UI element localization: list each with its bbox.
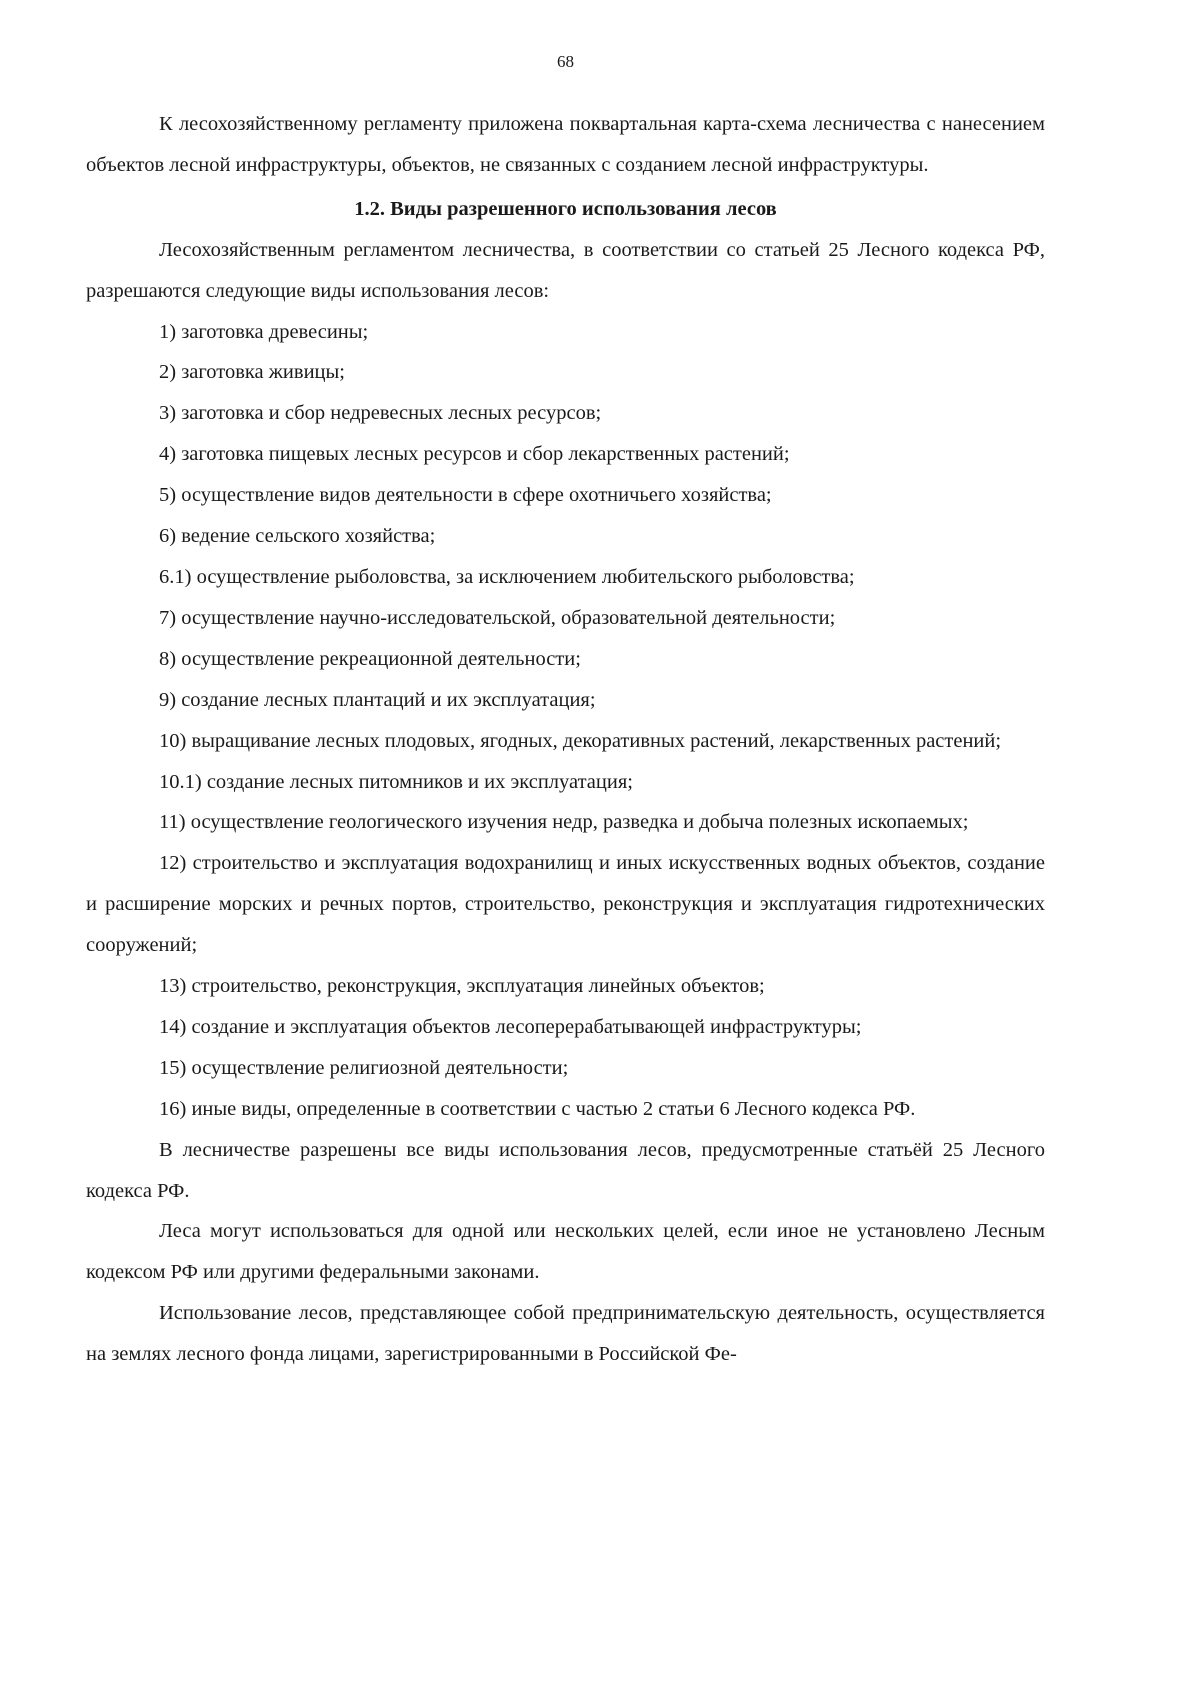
page-number: 68 xyxy=(557,52,574,71)
intro-paragraph: К лесохозяйственному регламенту приложена поквартальная карта-схема лесничества с нанесением объектов лесной инфраструктуры, объектов, не связанных с созданием лесной инфраструктуры. xyxy=(86,113,1045,176)
usage-types-list xyxy=(86,312,1045,1130)
list-item: 8) осуществление рекреационной деятельности; xyxy=(159,647,581,670)
list-item: 2) заготовка живицы; xyxy=(159,361,345,384)
section-heading: 1.2. Виды разрешенного использования лесов xyxy=(354,197,777,220)
closing-paragraph: Использование лесов, представляющее собой предпринимательскую деятельность, осуществляется на землях лесного фонда лицами, зарегистрированными в Российской Фе- xyxy=(86,1302,1045,1366)
section-lead-paragraph: Лесохозяйственным регламентом лесничества, в соответствии со статьей 25 Лесного кодекса РФ, разрешаются следующие виды использования лесов: xyxy=(86,238,1045,302)
list-item: 11) осуществление геологического изучения недр, разведка и добыча полезных ископаемых; xyxy=(159,811,969,834)
list-item: 4) заготовка пищевых лесных ресурсов и сбор лекарственных растений; xyxy=(159,443,790,466)
list-item: 15) осуществление религиозной деятельности; xyxy=(159,1056,569,1079)
list-item: 13) строительство, реконструкция, эксплуатация линейных объектов; xyxy=(159,975,765,998)
list-item: 5) осуществление видов деятельности в сфере охотничьего хозяйства; xyxy=(159,484,772,507)
list-item: 10.1) создание лесных питомников и их эксплуатация; xyxy=(159,770,633,793)
list-item: 7) осуществление научно-исследовательской, образовательной деятельности; xyxy=(159,606,836,629)
list-item: 6) ведение сельского хозяйства; xyxy=(159,525,436,548)
closing-paragraph: Леса могут использоваться для одной или нескольких целей, если иное не установлено Лесным кодексом РФ или другими федеральными законами. xyxy=(86,1220,1045,1284)
list-item: 12) строительство и эксплуатация водохранилищ и иных искусственных водных объектов, создание и расширение морских и речных портов, строительство, реконструкция и эксплуатация гидротехнических сооружений; xyxy=(86,852,1045,957)
list-item: 16) иные виды, определенные в соответствии с частью 2 статьи 6 Лесного кодекса РФ. xyxy=(159,1097,916,1120)
list-item: 3) заготовка и сбор недревесных лесных ресурсов; xyxy=(159,402,602,425)
list-item: 6.1) осуществление рыболовства, за исключением любительского рыболовства; xyxy=(159,565,855,588)
closing-paragraph: В лесничестве разрешены все виды использования лесов, предусмотренные статьёй 25 Лесного кодекса РФ. xyxy=(86,1138,1045,1202)
list-item: 9) создание лесных плантаций и их эксплуатация; xyxy=(159,688,596,711)
list-item: 10) выращивание лесных плодовых, ягодных, декоративных растений, лекарственных растений; xyxy=(159,729,1002,752)
list-item: 14) создание и эксплуатация объектов лесоперерабатывающей инфраструктуры; xyxy=(159,1015,862,1038)
list-item: 1) заготовка древесины; xyxy=(159,320,369,343)
